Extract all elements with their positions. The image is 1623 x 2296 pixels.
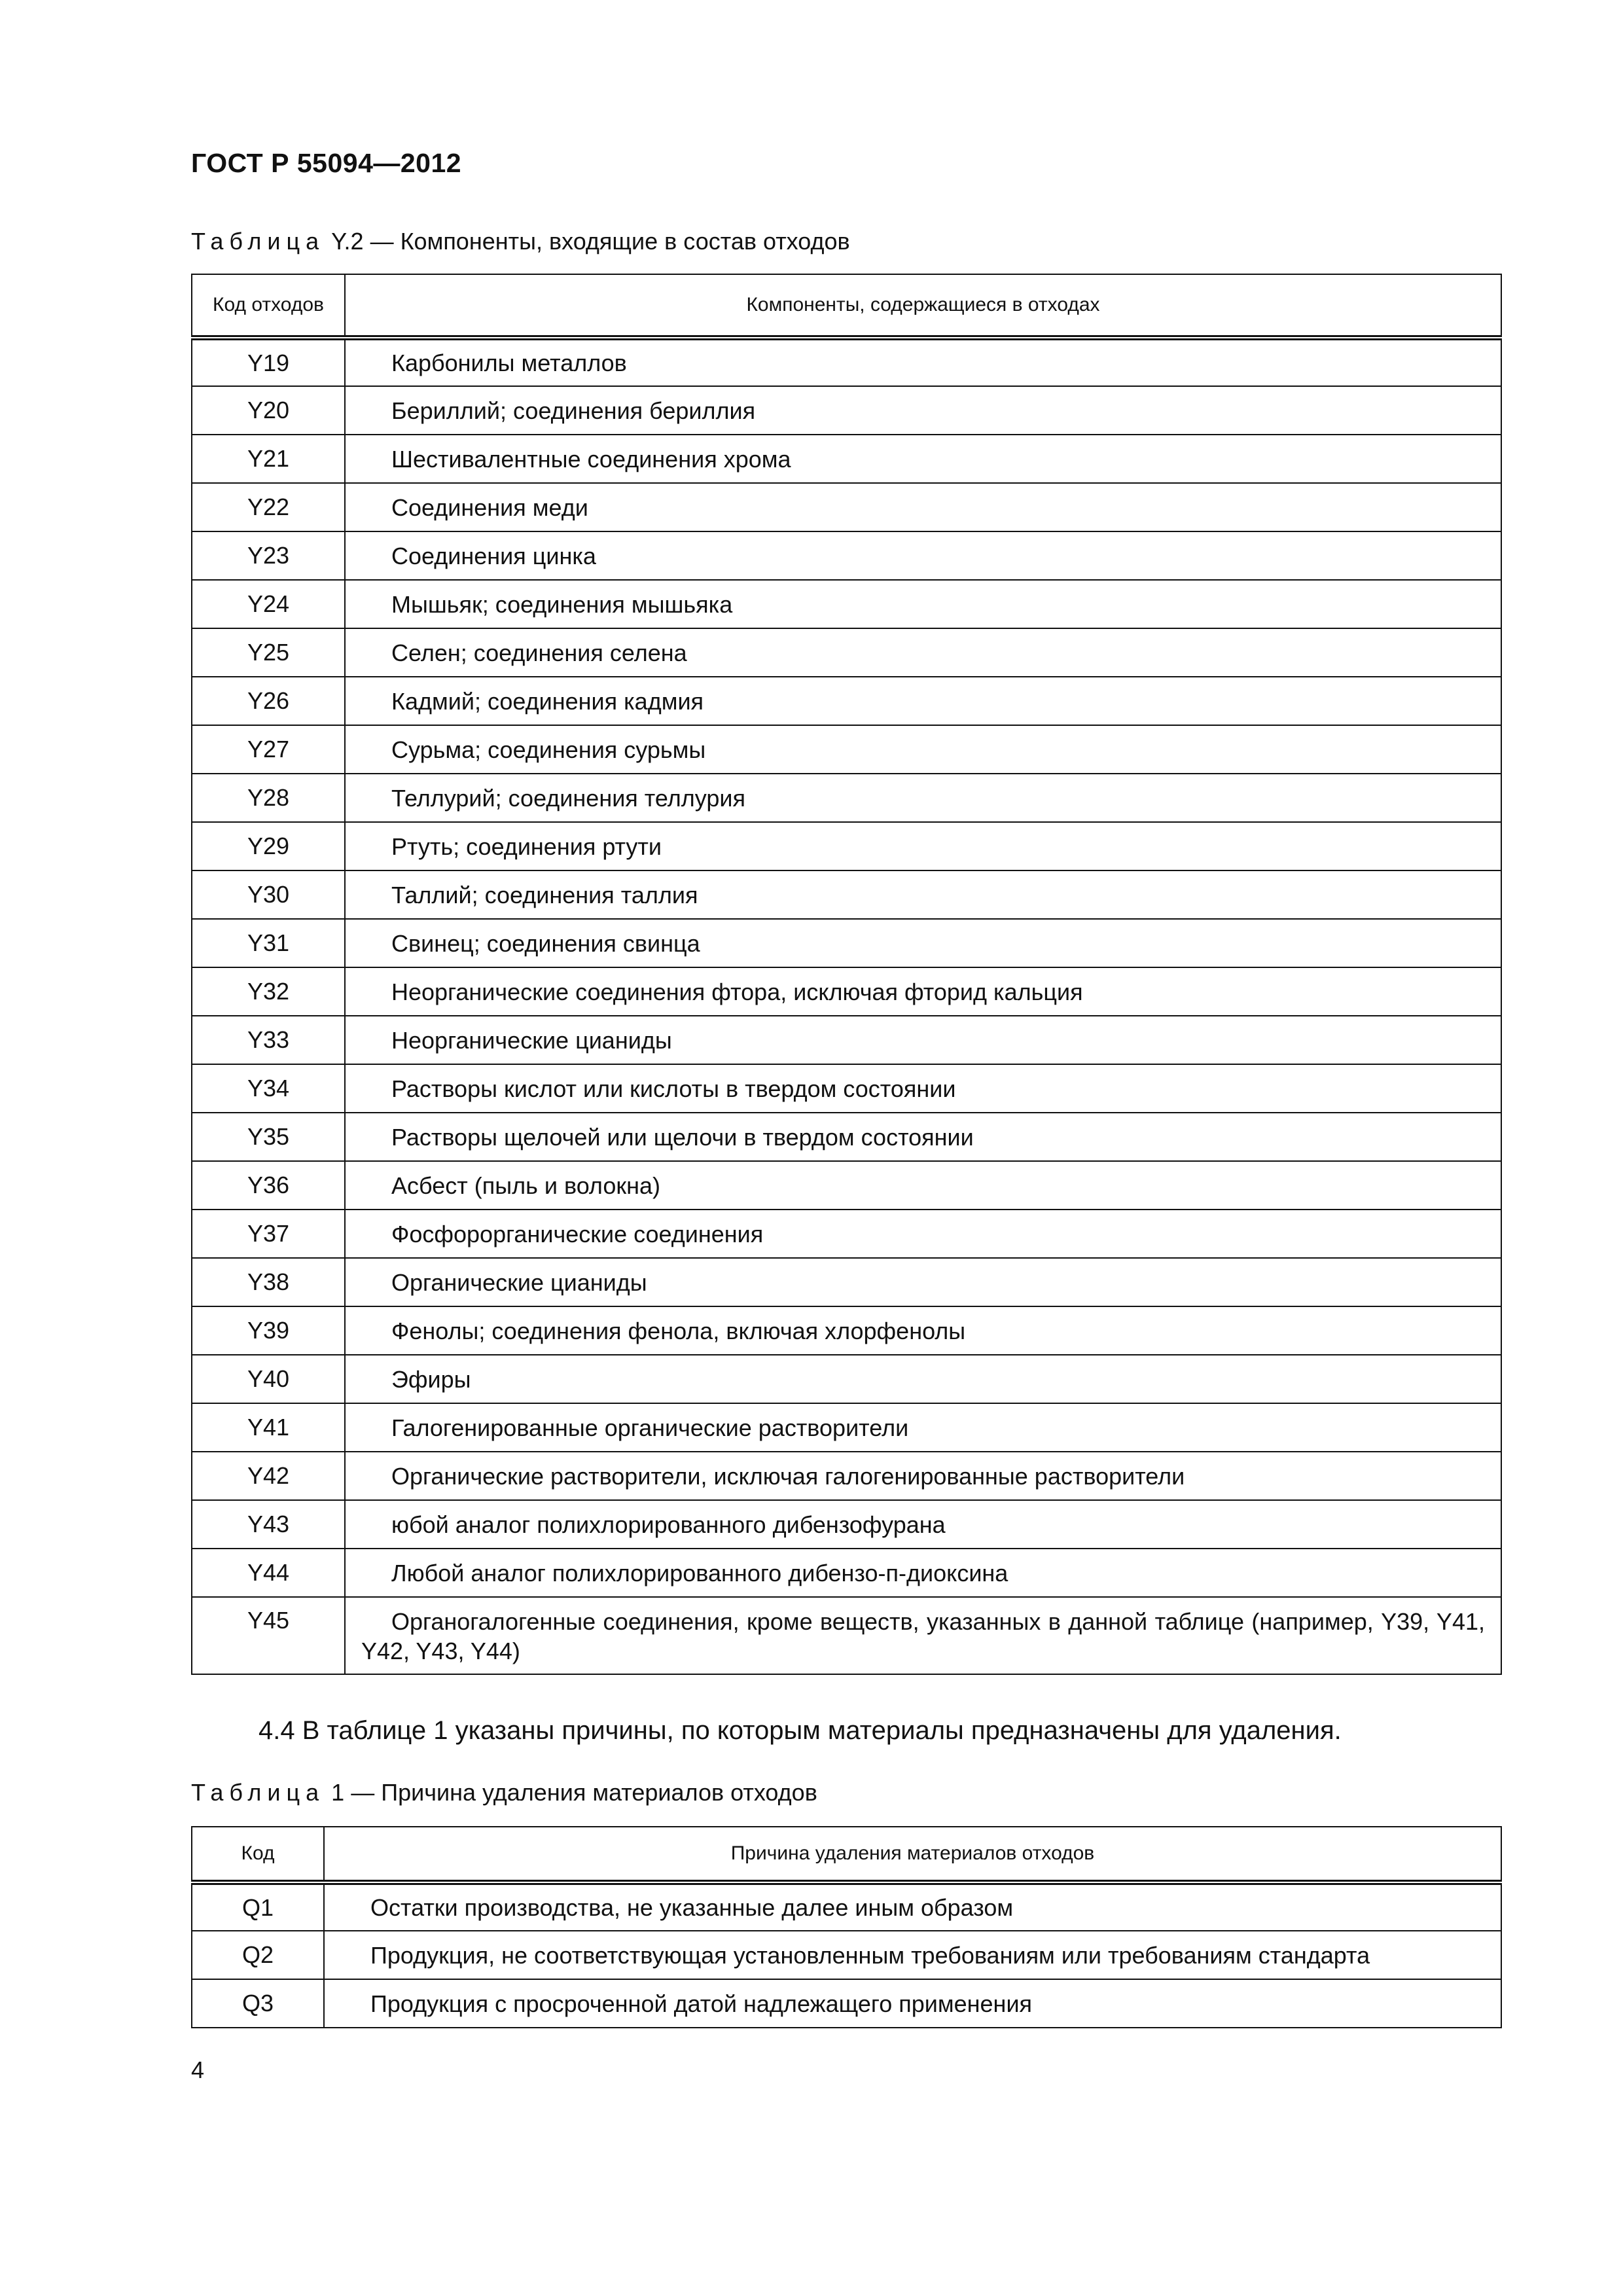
caption-prefix: Таблица	[191, 228, 325, 255]
column-header-components: Компоненты, содержащиеся в отходах	[345, 274, 1501, 338]
cell-code: Y31	[192, 919, 345, 967]
cell-description: юбой аналог полихлорированного дибензофурана	[345, 1500, 1501, 1549]
cell-description: Селен; соединения селена	[345, 628, 1501, 677]
cell-description: Остатки производства, не указанные далее иным образом	[324, 1882, 1501, 1931]
cell-code: Q3	[192, 1979, 324, 2028]
caption-text: 1 — Причина удаления материалов отходов	[331, 1779, 817, 1806]
cell-code: Y36	[192, 1161, 345, 1210]
cell-code: Y24	[192, 580, 345, 628]
cell-description: Продукция с просроченной датой надлежащего применения	[324, 1979, 1501, 2028]
cell-description: Органогалогенные соединения, кроме веществ, указанных в данной таблице (например, Y39, Y41, Y42, Y43, Y44)	[345, 1597, 1501, 1674]
table-row	[192, 1016, 1501, 1064]
cell-description: Кадмий; соединения кадмия	[345, 677, 1501, 725]
paragraph-4-4: 4.4 В таблице 1 указаны причины, по которым материалы предназначены для удаления.	[259, 1716, 1342, 1745]
cell-description: Таллий; соединения таллия	[345, 870, 1501, 919]
cell-description: Карбонилы металлов	[345, 338, 1501, 386]
table-row	[192, 822, 1501, 870]
table-y2-caption	[191, 228, 850, 255]
table-row	[192, 628, 1501, 677]
cell-code: Y44	[192, 1549, 345, 1597]
table-row	[192, 1403, 1501, 1452]
cell-description: Органические цианиды	[345, 1258, 1501, 1306]
cell-code: Y25	[192, 628, 345, 677]
cell-description: Фенолы; соединения фенола, включая хлорфенолы	[345, 1306, 1501, 1355]
cell-description: Продукция, не соответствующая установленным требованиям или требованиям стандарта	[324, 1931, 1501, 1979]
cell-description: Растворы кислот или кислоты в твердом состоянии	[345, 1064, 1501, 1113]
table-row	[192, 1549, 1501, 1597]
cell-code: Y28	[192, 774, 345, 822]
cell-code: Y21	[192, 435, 345, 483]
cell-code: Y32	[192, 967, 345, 1016]
table-row	[192, 919, 1501, 967]
cell-code: Y26	[192, 677, 345, 725]
table-row	[192, 531, 1501, 580]
table-row	[192, 1452, 1501, 1500]
cell-code: Y29	[192, 822, 345, 870]
cell-code: Y34	[192, 1064, 345, 1113]
cell-code: Y43	[192, 1500, 345, 1549]
cell-description: Асбест (пыль и волокна)	[345, 1161, 1501, 1210]
table-row	[192, 1597, 1501, 1674]
cell-code: Y19	[192, 338, 345, 386]
table-row	[192, 1931, 1501, 1979]
table-row	[192, 1500, 1501, 1549]
cell-code: Y35	[192, 1113, 345, 1161]
cell-description: Мышьяк; соединения мышьяка	[345, 580, 1501, 628]
cell-description: Теллурий; соединения теллурия	[345, 774, 1501, 822]
cell-code: Y20	[192, 386, 345, 435]
column-header-reason: Причина удаления материалов отходов	[324, 1827, 1501, 1882]
column-header-code: Код	[192, 1827, 324, 1882]
cell-description: Соединения цинка	[345, 531, 1501, 580]
cell-description: Ртуть; соединения ртути	[345, 822, 1501, 870]
cell-code: Y37	[192, 1210, 345, 1258]
table-y2	[191, 274, 1502, 1675]
cell-description: Фосфорорганические соединения	[345, 1210, 1501, 1258]
cell-code: Y38	[192, 1258, 345, 1306]
table-row	[192, 1306, 1501, 1355]
cell-code: Y39	[192, 1306, 345, 1355]
table-row	[192, 1210, 1501, 1258]
table-row	[192, 774, 1501, 822]
table-row	[192, 725, 1501, 774]
table-row	[192, 1979, 1501, 2028]
cell-code: Y40	[192, 1355, 345, 1403]
cell-description: Растворы щелочей или щелочи в твердом состоянии	[345, 1113, 1501, 1161]
cell-description: Неорганические цианиды	[345, 1016, 1501, 1064]
cell-description: Органические растворители, исключая галогенированные растворители	[345, 1452, 1501, 1500]
table-1-body	[192, 1882, 1501, 2028]
table-row	[192, 1161, 1501, 1210]
cell-code: Y33	[192, 1016, 345, 1064]
table-row	[192, 870, 1501, 919]
caption-prefix: Таблица	[191, 1779, 325, 1806]
cell-code: Y22	[192, 483, 345, 531]
column-header-code: Код отходов	[192, 274, 345, 338]
cell-description: Эфиры	[345, 1355, 1501, 1403]
table-row	[192, 1882, 1501, 1931]
cell-description: Неорганические соединения фтора, исключая фторид кальция	[345, 967, 1501, 1016]
table-row	[192, 1258, 1501, 1306]
table-row	[192, 483, 1501, 531]
caption-text: Y.2 — Компоненты, входящие в состав отходов	[331, 228, 850, 255]
cell-code: Y27	[192, 725, 345, 774]
document-header: ГОСТ Р 55094—2012	[191, 148, 462, 178]
cell-description: Бериллий; соединения бериллия	[345, 386, 1501, 435]
table-1-caption	[191, 1779, 817, 1806]
table-row	[192, 1064, 1501, 1113]
table-row	[192, 967, 1501, 1016]
cell-code: Y42	[192, 1452, 345, 1500]
table-row	[192, 338, 1501, 386]
table-1	[191, 1826, 1502, 2028]
table-row	[192, 1113, 1501, 1161]
cell-code: Y45	[192, 1597, 345, 1674]
cell-code: Y23	[192, 531, 345, 580]
cell-description: Любой аналог полихлорированного дибензо-п-диоксина	[345, 1549, 1501, 1597]
page-number: 4	[191, 2056, 205, 2083]
table-row	[192, 677, 1501, 725]
cell-code: Q1	[192, 1882, 324, 1931]
cell-description: Шестивалентные соединения хрома	[345, 435, 1501, 483]
table-row	[192, 386, 1501, 435]
cell-description: Свинец; соединения свинца	[345, 919, 1501, 967]
table-y2-body	[192, 338, 1501, 1674]
cell-code: Q2	[192, 1931, 324, 1979]
cell-code: Y41	[192, 1403, 345, 1452]
table-row	[192, 435, 1501, 483]
cell-description: Соединения меди	[345, 483, 1501, 531]
cell-code: Y30	[192, 870, 345, 919]
table-row	[192, 1355, 1501, 1403]
cell-description: Сурьма; соединения сурьмы	[345, 725, 1501, 774]
cell-description: Галогенированные органические растворители	[345, 1403, 1501, 1452]
table-row	[192, 580, 1501, 628]
